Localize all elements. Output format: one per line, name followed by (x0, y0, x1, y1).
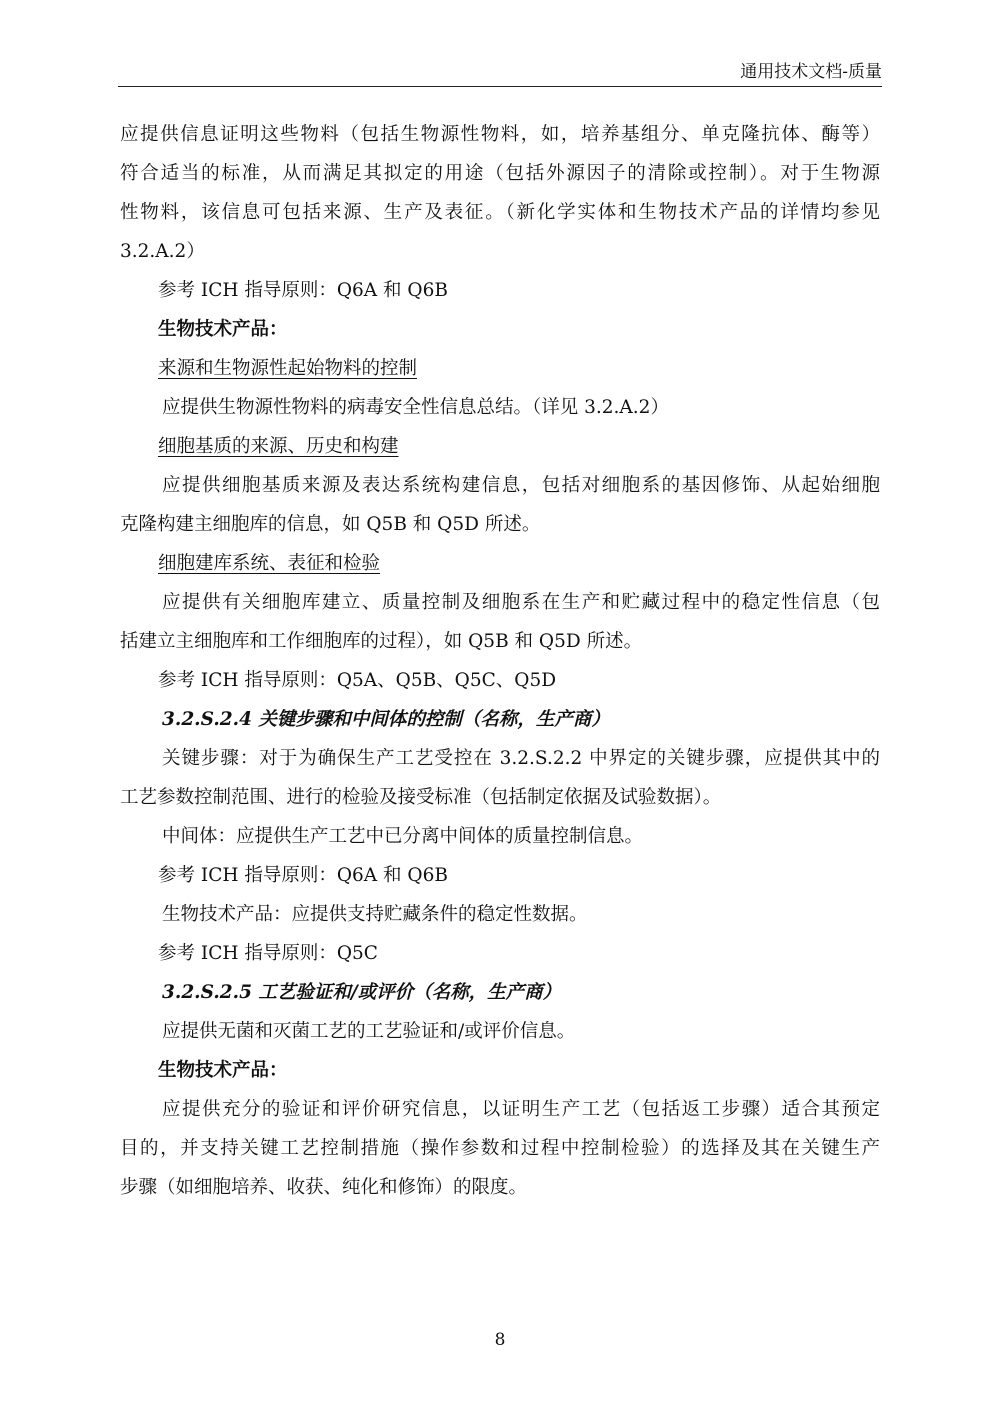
body-line: 3.2.A.2） (120, 241, 205, 262)
section-label: 生物技术产品： (158, 1060, 288, 1081)
body-line: 性物料，该信息可包括来源、生产及表征。（新化学实体和生物技术产品的详情均参见 (120, 202, 880, 223)
body-line: 中间体：应提供生产工艺中已分离中间体的质量控制信息。 (162, 826, 644, 847)
body-line: 符合适当的标准，从而满足其拟定的用途（包括外源因子的清除或控制）。对于生物源 (120, 163, 880, 184)
body-line: 应提供细胞基质来源及表达系统构建信息，包括对细胞系的基因修饰、从起始细胞 (162, 475, 880, 496)
reference-line: 参考 ICH 指导原则：Q6A 和 Q6B (158, 280, 448, 301)
section-heading: 3.2.S.2.5 工艺验证和/或评价（名称，生产商） (162, 982, 562, 1003)
reference-line: 参考 ICH 指导原则：Q5A、Q5B、Q5C、Q5D (158, 670, 557, 691)
body-line: 步骤（如细胞培养、收获、纯化和修饰）的限度。 (120, 1177, 528, 1198)
body-line: 应提供有关细胞库建立、质量控制及细胞系在生产和贮藏过程中的稳定性信息（包 (162, 592, 880, 613)
subsection-title: 细胞建库系统、表征和检验 (158, 553, 381, 574)
reference-line: 参考 ICH 指导原则：Q5C (158, 943, 378, 964)
subsection-title: 来源和生物源性起始物料的控制 (158, 358, 418, 379)
body-line: 括建立主细胞库和工作细胞库的过程），如 Q5B 和 Q5D 所述。 (120, 631, 643, 652)
page-number: 8 (494, 1330, 506, 1350)
body-line: 关键步骤：对于为确保生产工艺受控在 3.2.S.2.2 中界定的关键步骤，应提供其中的 (162, 748, 880, 769)
document-header (118, 58, 882, 87)
body-line: 工艺参数控制范围、进行的检验及接受标准（包括制定依据及试验数据）。 (120, 787, 722, 808)
body-line: 应提供无菌和灭菌工艺的工艺验证和/或评价信息。 (162, 1021, 576, 1042)
document-body (120, 115, 880, 1207)
section-label: 生物技术产品： (158, 319, 288, 340)
body-line: 目的，并支持关键工艺控制措施（操作参数和过程中控制检验）的选择及其在关键生产 (120, 1138, 880, 1159)
body-line: 克隆构建主细胞库的信息，如 Q5B 和 Q5D 所述。 (120, 514, 541, 535)
body-line: 应提供生物源性物料的病毒安全性信息总结。（详见 3.2.A.2） (162, 397, 669, 418)
reference-line: 参考 ICH 指导原则：Q6A 和 Q6B (158, 865, 448, 886)
body-line: 生物技术产品：应提供支持贮藏条件的稳定性数据。 (162, 904, 588, 925)
header-title: 通用技术文档-质量 (740, 62, 882, 82)
body-line: 应提供信息证明这些物料（包括生物源性物料，如，培养基组分、单克隆抗体、酶等） (120, 124, 880, 145)
subsection-title: 细胞基质的来源、历史和构建 (158, 436, 399, 457)
section-heading: 3.2.S.2.4 关键步骤和中间体的控制（名称，生产商） (162, 709, 610, 730)
body-line: 应提供充分的验证和评价研究信息，以证明生产工艺（包括返工步骤）适合其预定 (162, 1099, 880, 1120)
